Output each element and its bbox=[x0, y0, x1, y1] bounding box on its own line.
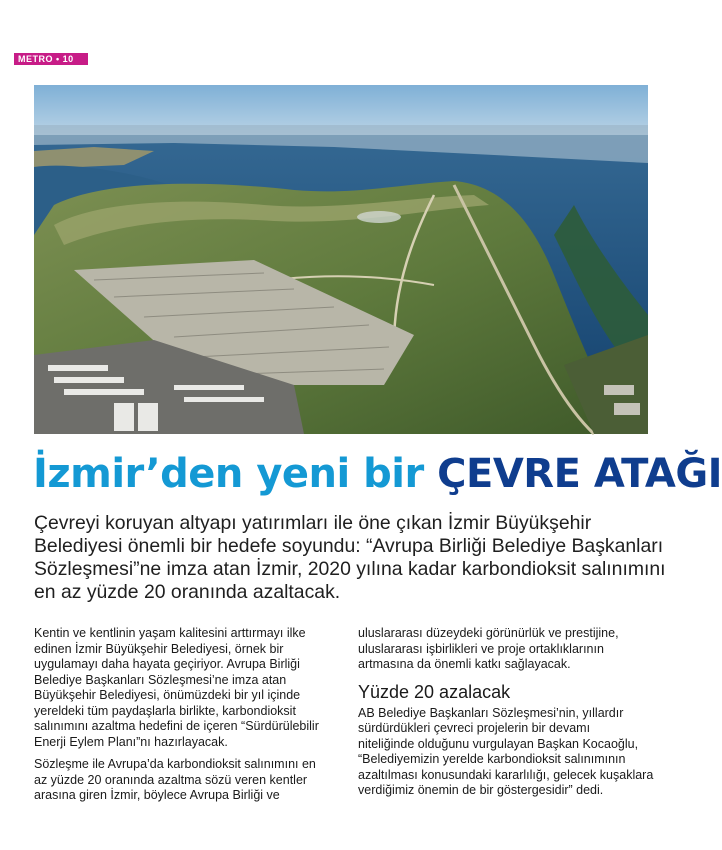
body-line: azaltılması konusundaki kararlılığı, gelecek kuşaklara bbox=[358, 767, 654, 782]
body-line: Enerji Eylem Planı”nı hazırlayacak. bbox=[34, 734, 228, 749]
body-column-left bbox=[34, 626, 334, 811]
body-line: yereldeki tüm paydaşlarla birlikte, karbondioksit bbox=[34, 703, 296, 718]
body-line: edinen İzmir Büyükşehir Belediyesi, örnek bir bbox=[34, 641, 284, 656]
body-line: AB Belediye Başkanları Sözleşmesi’nin, yıllardır bbox=[358, 705, 624, 720]
body-line: Sözleşme ile Avrupa’da karbondioksit salınımını en bbox=[34, 757, 316, 771]
body-line: niteliğinde olduğunu vurgulayan Başkan Kocaoğlu, bbox=[358, 736, 639, 751]
body-line: verdiğimiz önemin de bir göstergesidir” dedi. bbox=[358, 783, 604, 797]
body-line: uluslararası işbirlikleri ve proje ortaklıklarının bbox=[358, 641, 604, 656]
lead-line: Çevreyi koruyan altyapı yatırımları ile öne çıkan İzmir Büyükşehir bbox=[34, 512, 592, 534]
body-line: uygulamayı daha hayata geçiriyor. Avrupa Birliği bbox=[34, 657, 300, 671]
body-paragraph bbox=[358, 705, 654, 799]
page-section-tag: METRO • 10 bbox=[14, 53, 88, 65]
body-line: Kentin ve kentlinin yaşam kalitesini arttırmayı ilke bbox=[34, 626, 306, 640]
body-paragraph bbox=[34, 626, 334, 750]
body-line: artmasına da önemli katkı sağlayacak. bbox=[358, 657, 571, 671]
body-line: az yüzde 20 oranında azaltma sözü veren kentler bbox=[34, 772, 308, 787]
headline-part-1: İzmir’den yeni bir bbox=[33, 451, 438, 497]
body-line: arasına giren İzmir, böylece Avrupa Birliği ve bbox=[34, 788, 280, 802]
body-line: Büyükşehir Belediyesi, önümüzdeki bir yıl içinde bbox=[34, 688, 301, 702]
body-line: Belediye Başkanları Sözleşmesi’ne imza atan bbox=[34, 672, 287, 687]
body-line: sürdürdükleri çevreci projelerin bir devamı bbox=[358, 721, 591, 735]
body-line: salınımını azaltma hedefini de içeren “Sürdürülebilir bbox=[34, 719, 319, 733]
article-lead bbox=[34, 512, 666, 604]
body-line: uluslararası düzeydeki görünürlük ve prestijine, bbox=[358, 626, 619, 640]
headline-part-2: ÇEVRE ATAĞI bbox=[437, 451, 722, 497]
body-paragraph bbox=[34, 757, 334, 804]
lead-line: Sözleşmesi”ne imza atan İzmir, 2020 yılına kadar karbondioksit salınımını bbox=[34, 558, 666, 580]
section-subheading: Yüzde 20 azalacak bbox=[358, 681, 511, 702]
body-column-right bbox=[358, 626, 654, 806]
body-line: “Belediyemizin yerelde karbondioksit salınımının bbox=[358, 752, 626, 766]
lead-line: en az yüzde 20 oranında azaltacak. bbox=[34, 581, 341, 603]
aerial-park-photo bbox=[34, 85, 648, 434]
lead-line: Belediyesi önemli bir hedefe soyundu: “Avrupa Birliği Belediye Başkanları bbox=[34, 535, 664, 557]
body-paragraph bbox=[358, 626, 650, 673]
article-headline bbox=[33, 448, 722, 500]
